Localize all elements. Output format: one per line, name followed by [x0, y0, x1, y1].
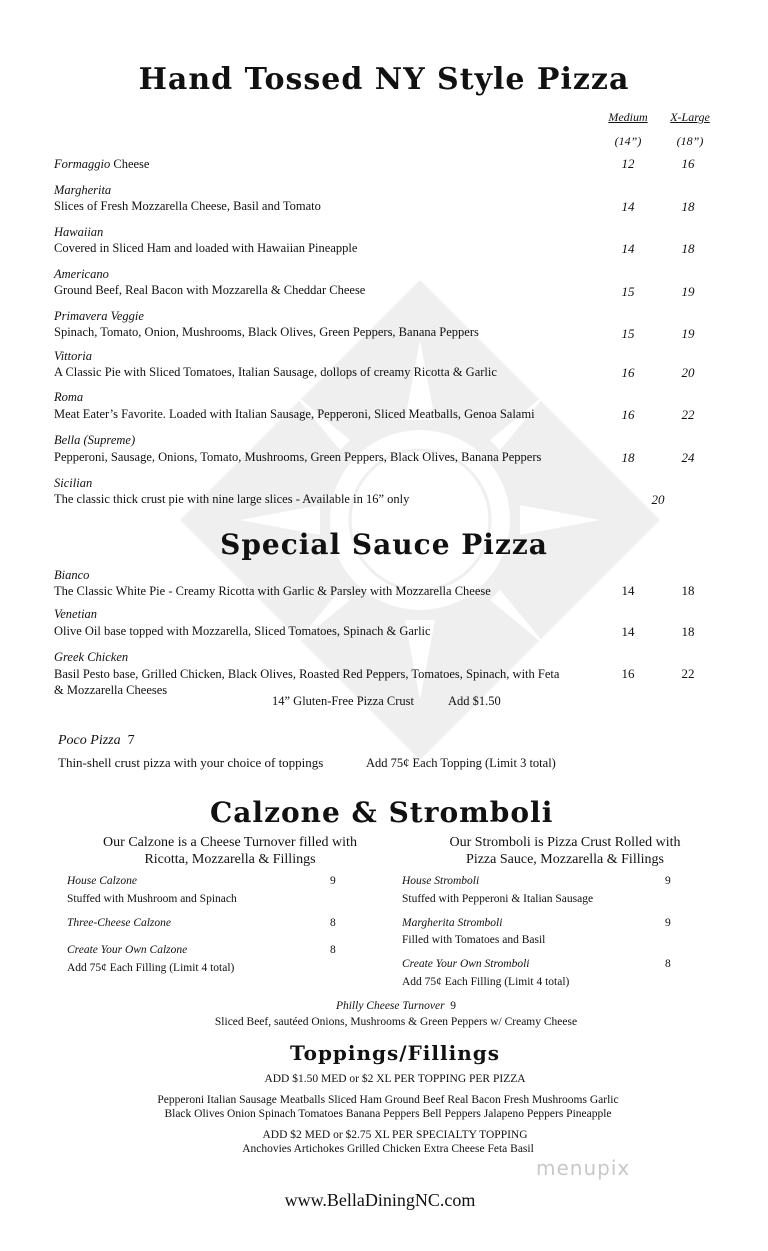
philly-desc: Sliced Beef, sautéed Onions, Mushrooms & Green Peppers w/ Creamy Cheese: [214, 1016, 578, 1028]
poco-add: Add 75¢ Each Topping (Limit 3 total): [366, 756, 556, 770]
gluten-free-note: 14” Gluten-Free Pizza Crust Add $1.50: [272, 694, 501, 708]
pizza-name: Margherita: [54, 183, 112, 197]
special-name: Venetian: [54, 607, 98, 621]
special-desc: Basil Pesto base, Grilled Chicken, Black Olives, Roasted Red Peppers, Tomatoes, Spinach, with Feta: [54, 667, 560, 681]
pizza-name: Formaggio Cheese: [54, 157, 150, 171]
price-xlarge: 22: [681, 407, 695, 422]
price-xlarge: 18: [681, 241, 695, 256]
special-name: Greek Chicken: [54, 650, 129, 664]
price-xlarge: 16: [681, 156, 695, 171]
calzone-name: Three-Cheese Calzone: [67, 917, 172, 929]
pizza-name: Vittoria: [54, 349, 92, 363]
pizza-desc: Pepperoni, Sausage, Onions, Tomato, Mushrooms, Green Peppers, Black Olives, Banana Peppers: [54, 450, 542, 464]
price-medium: 15: [621, 284, 635, 299]
special-name: Bianco: [54, 568, 90, 582]
toppings-list-line2: Black Olives Onion Spinach Tomatoes Banana Peppers Bell Peppers Jalapeno Peppers Pineapple: [164, 1108, 612, 1120]
price-xlarge: 18: [681, 199, 695, 214]
price-xlarge: 22: [681, 666, 695, 681]
pizza-desc: Spinach, Tomato, Onion, Mushrooms, Black Olives, Green Peppers, Banana Peppers: [54, 325, 479, 339]
specialty-toppings-price: ADD $2 MED or $2.75 XL PER SPECIALTY TOPPING: [262, 1129, 528, 1141]
sun-watermark-icon: [180, 280, 660, 760]
pizza-name: Hawaiian: [54, 225, 104, 239]
price-medium: 16: [621, 407, 635, 422]
price-xlarge: 24: [681, 450, 695, 465]
calzone-desc: Stuffed with Mushroom and Spinach: [67, 893, 237, 905]
stromboli-desc: Add 75¢ Each Filling (Limit 4 total): [402, 976, 570, 988]
xlarge-header: X-Large: [670, 110, 710, 124]
price-medium: 16: [621, 666, 635, 681]
stromboli-price: 8: [665, 958, 671, 970]
special-desc: Olive Oil base topped with Mozzarella, Sliced Tomatoes, Spinach & Garlic: [54, 624, 431, 638]
toppings-list: Pepperoni Italian Sausage Meatballs Sliced Ham Ground Beef Real Bacon Fresh Mushrooms Garlic: [157, 1094, 619, 1106]
special-sauce-title: Special Sauce Pizza: [220, 528, 548, 561]
philly-turnover: Philly Cheese Turnover 9: [335, 1000, 457, 1012]
pizza-name: Bella (Supreme): [54, 433, 136, 447]
menupix-watermark: menupix: [536, 1156, 631, 1180]
specialty-toppings-list: Anchovies Artichokes Grilled Chicken Extra Cheese Feta Basil: [242, 1143, 534, 1155]
stromboli-name: House Stromboli: [402, 875, 480, 887]
price-xlarge: 18: [681, 583, 695, 598]
pizza-name: Primavera Veggie: [54, 309, 144, 323]
calzone-intro: Our Calzone is a Cheese Turnover filled with: [103, 835, 357, 850]
price-medium: 12: [621, 156, 635, 171]
calzone-name: House Calzone: [67, 875, 137, 887]
calzone-price: 8: [330, 917, 336, 929]
toppings-price: ADD $1.50 MED or $2 XL PER TOPPING PER PIZZA: [264, 1073, 526, 1085]
calzone-intro-line2: Ricotta, Mozzarella & Fillings: [144, 852, 316, 867]
price-xlarge: 19: [681, 284, 695, 299]
page-title: Hand Tossed NY Style Pizza: [138, 62, 630, 97]
stromboli-price: 9: [665, 917, 671, 929]
price-medium: 15: [621, 326, 635, 341]
price-medium: 18: [621, 450, 635, 465]
stromboli-name: Margherita Stromboli: [402, 917, 503, 929]
pizza-name: Sicilian: [54, 476, 93, 490]
stromboli-intro-line2: Pizza Sauce, Mozzarella & Fillings: [466, 852, 664, 867]
pizza-desc: Slices of Fresh Mozzarella Cheese, Basil and Tomato: [54, 199, 321, 213]
price-medium: 16: [621, 365, 635, 380]
price-medium: 14: [621, 624, 635, 639]
calzone-name: Create Your Own Calzone: [67, 944, 188, 956]
toppings-title: Toppings/Fillings: [290, 1041, 500, 1065]
calzone-price: 9: [330, 875, 336, 887]
pizza-desc: A Classic Pie with Sliced Tomatoes, Italian Sausage, dollops of creamy Ricotta & Garlic: [54, 365, 497, 379]
pizza-desc: Covered in Sliced Ham and loaded with Hawaiian Pineapple: [54, 241, 358, 255]
stromboli-desc: Filled with Tomatoes and Basil: [402, 934, 546, 946]
calzone-title: Calzone & Stromboli: [210, 796, 554, 829]
medium-header: Medium: [608, 110, 648, 124]
calzone-desc: Add 75¢ Each Filling (Limit 4 total): [67, 962, 235, 974]
pizza-desc: Ground Beef, Real Bacon with Mozzarella & Cheddar Cheese: [54, 283, 366, 297]
stromboli-name: Create Your Own Stromboli: [402, 958, 530, 970]
price-xlarge: 20: [681, 365, 695, 380]
price-medium: 14: [621, 241, 635, 256]
website-link[interactable]: www.BellaDiningNC.com: [284, 1190, 476, 1210]
price-medium: 14: [621, 199, 635, 214]
xlarge-size: (18”): [676, 134, 704, 148]
pizza-name: Roma: [54, 390, 84, 404]
calzone-price: 8: [330, 944, 336, 956]
pizza-name: Americano: [54, 267, 109, 281]
stromboli-desc: Stuffed with Pepperoni & Italian Sausage: [402, 893, 594, 905]
special-desc: The Classic White Pie - Creamy Ricotta with Garlic & Parsley with Mozzarella Cheese: [54, 584, 491, 598]
price-single: 20: [651, 492, 665, 507]
poco-pizza: Poco Pizza 7: [58, 733, 135, 748]
special-desc-line2: & Mozzarella Cheeses: [54, 683, 168, 697]
price-xlarge: 18: [681, 624, 695, 639]
pizza-desc: Meat Eater’s Favorite. Loaded with Italian Sausage, Pepperoni, Sliced Meatballs, Genoa Salami: [54, 407, 535, 421]
medium-size: (14”): [614, 134, 642, 148]
pizza-desc: The classic thick crust pie with nine large slices - Available in 16” only: [54, 492, 410, 506]
poco-desc: Thin-shell crust pizza with your choice of toppings: [58, 755, 324, 770]
price-xlarge: 19: [681, 326, 695, 341]
stromboli-intro: Our Stromboli is Pizza Crust Rolled with: [449, 835, 681, 850]
stromboli-price: 9: [665, 875, 671, 887]
price-medium: 14: [621, 583, 635, 598]
